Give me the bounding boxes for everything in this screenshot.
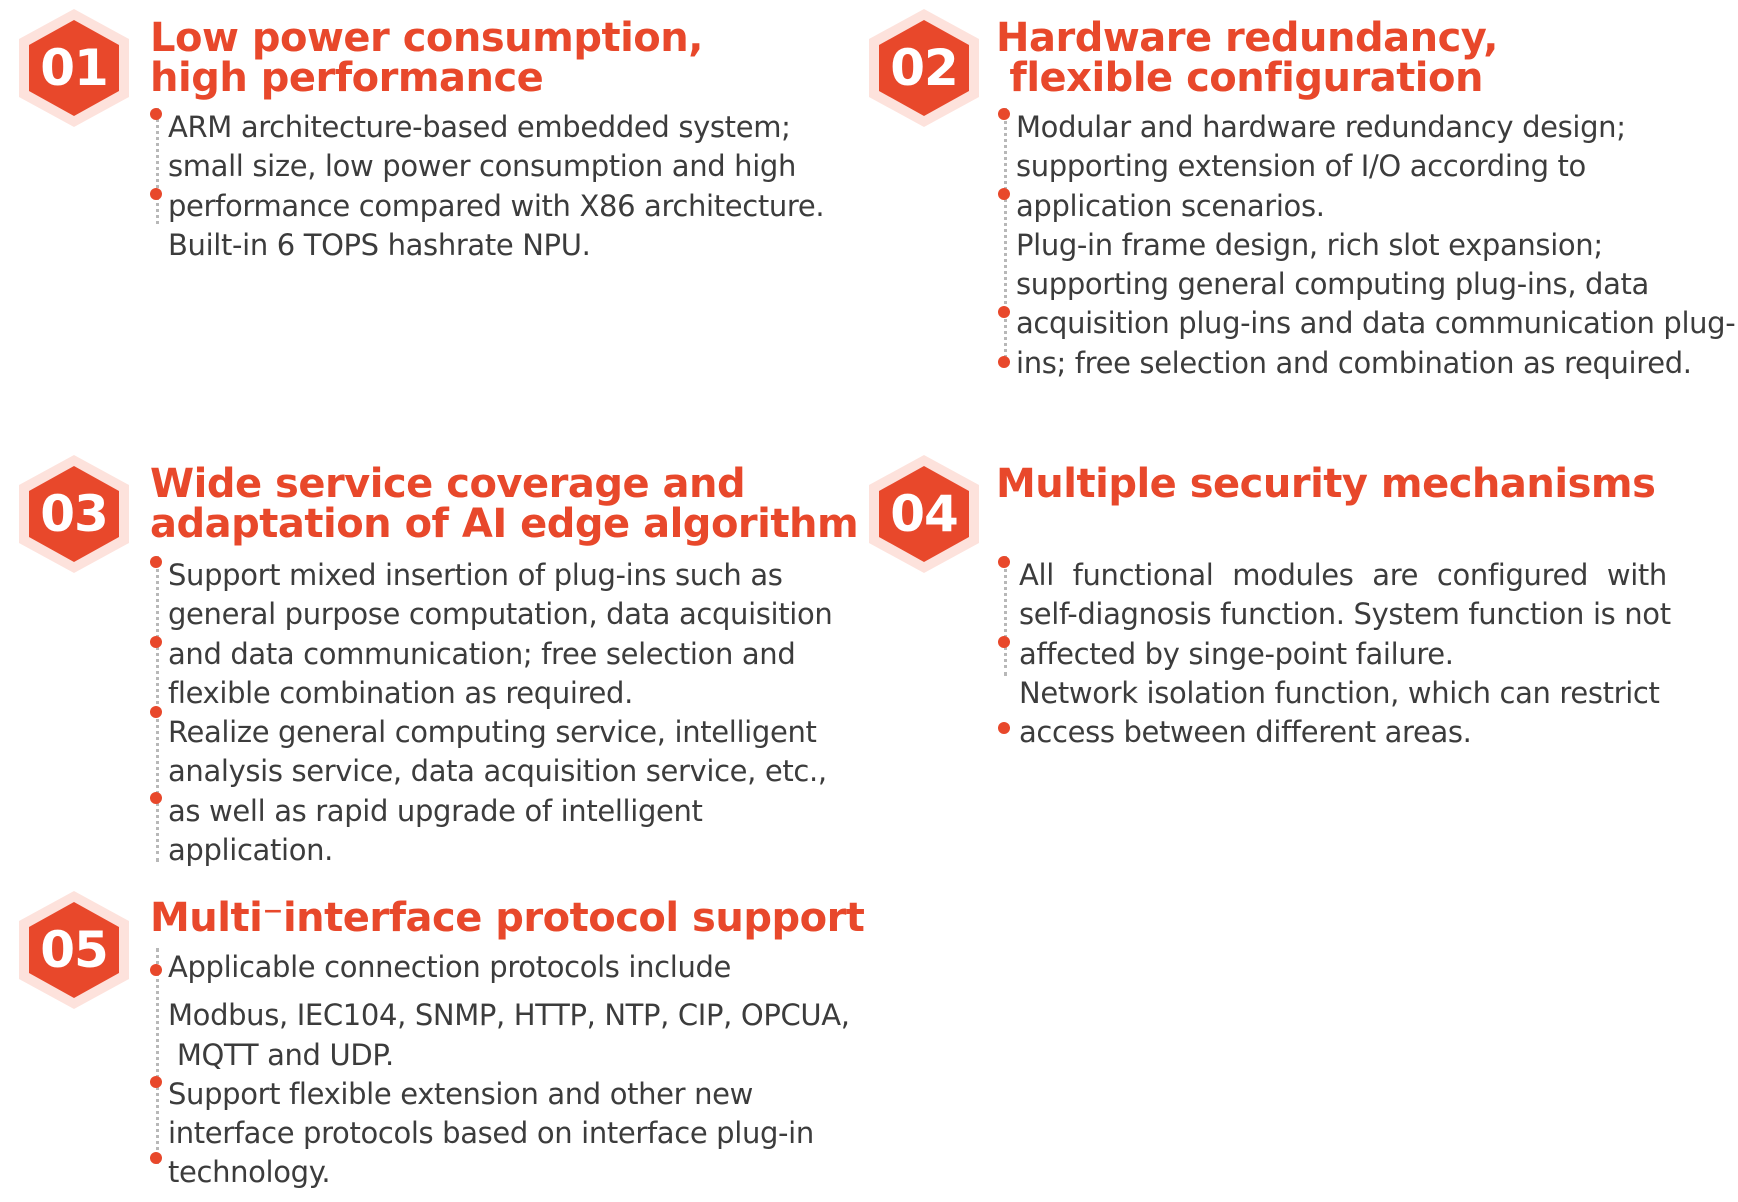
hexagon-badge-04 bbox=[864, 452, 984, 576]
description-line: Plug-in frame design, rich slot expansion; bbox=[1016, 227, 1603, 262]
description-line: access between different areas. bbox=[1019, 715, 1472, 750]
bullet-dot-icon bbox=[998, 636, 1010, 648]
description-line: Applicable connection protocols include bbox=[168, 950, 732, 984]
feature-number: 05 bbox=[40, 921, 108, 979]
feature-title-line: adaptation of AI edge algorithm bbox=[150, 501, 859, 547]
bullet-dot-icon bbox=[150, 706, 162, 718]
hexagon-badge-05 bbox=[14, 888, 134, 1012]
description-line: application scenarios. bbox=[1016, 188, 1325, 223]
bullet-dot-icon bbox=[998, 722, 1010, 734]
description-line: supporting general computing plug-ins, data bbox=[1016, 267, 1649, 302]
description-line: supporting extension of I/O according to bbox=[1016, 149, 1586, 184]
description-line: performance compared with X86 architecture. bbox=[168, 188, 825, 223]
hexagon-badge-02 bbox=[864, 6, 984, 130]
description-line: technology. bbox=[168, 1155, 331, 1190]
bullet-dot-icon bbox=[150, 188, 162, 200]
description-line: MQTT and UDP. bbox=[168, 1037, 394, 1072]
feature-title-line: Hardware redundancy, bbox=[996, 15, 1498, 61]
description-line: and data communication; free selection and bbox=[168, 636, 796, 671]
bullet-dot-icon bbox=[150, 556, 162, 568]
dotted-divider bbox=[156, 948, 159, 1164]
description-line: Modular and hardware redundancy design; bbox=[1016, 110, 1626, 144]
bullet-dot-icon bbox=[150, 792, 162, 804]
feature-title bbox=[150, 895, 865, 941]
description-word: are bbox=[1372, 558, 1419, 592]
feature-title-line: Multi⁻interface protocol support bbox=[150, 895, 865, 941]
description-line: affected by singe-point failure. bbox=[1019, 636, 1454, 671]
description-line: Support mixed insertion of plug-ins such as bbox=[168, 558, 783, 592]
bullet-dot-icon bbox=[150, 108, 162, 120]
bullet-dot-icon bbox=[998, 356, 1010, 368]
description-line: flexible combination as required. bbox=[168, 675, 633, 710]
bullet-dot-icon bbox=[150, 1152, 162, 1164]
bullet-dot-icon bbox=[150, 964, 162, 976]
description-word: configured bbox=[1436, 558, 1589, 592]
description-line: Support flexible extension and other new bbox=[168, 1076, 753, 1111]
feature-title bbox=[996, 461, 1656, 507]
hexagon-badge-01 bbox=[14, 6, 134, 130]
description-word: functional bbox=[1072, 558, 1214, 592]
bullet-dot-icon bbox=[150, 636, 162, 648]
description-line: Modbus, IEC104, SNMP, HTTP, NTP, CIP, OPCUA, bbox=[168, 998, 850, 1033]
description-line: ARM architecture-based embedded system; bbox=[168, 110, 791, 144]
description-line: acquisition plug-ins and data communication plug- bbox=[1016, 306, 1736, 341]
feature-title-line: flexible configuration bbox=[996, 55, 1483, 101]
bullet-dot-icon bbox=[998, 556, 1010, 568]
description-lines bbox=[168, 556, 832, 870]
description-lines bbox=[1019, 556, 1671, 752]
feature-number: 04 bbox=[890, 485, 958, 543]
description-word: with bbox=[1606, 558, 1667, 592]
description-line: Built-in 6 TOPS hashrate NPU. bbox=[168, 227, 591, 262]
feature-title-line: Multiple security mechanisms bbox=[996, 461, 1656, 507]
feature-number: 03 bbox=[40, 485, 108, 543]
description-line: as well as rapid upgrade of intelligent bbox=[168, 793, 703, 828]
description-word: All bbox=[1019, 558, 1054, 592]
description-lines bbox=[1016, 108, 1735, 383]
description-line-justified bbox=[1019, 556, 1667, 595]
feature-number: 02 bbox=[890, 39, 958, 97]
description-line: Network isolation function, which can restrict bbox=[1019, 675, 1660, 710]
feature-number: 01 bbox=[40, 39, 108, 97]
bullet-dot-icon bbox=[150, 1076, 162, 1088]
feature-title bbox=[150, 461, 859, 547]
dotted-divider bbox=[1004, 108, 1007, 366]
feature-title-line: Low power consumption, bbox=[150, 15, 703, 61]
description-lines bbox=[168, 948, 850, 1193]
bullet-dot-icon bbox=[998, 108, 1010, 120]
description-line: small size, low power consumption and high bbox=[168, 149, 797, 184]
description-lines bbox=[168, 108, 824, 265]
hexagon-badge-03 bbox=[14, 452, 134, 576]
dotted-divider bbox=[156, 108, 159, 224]
description-line: ins; free selection and combination as required. bbox=[1016, 345, 1692, 380]
description-line: Realize general computing service, intelligent bbox=[168, 715, 817, 750]
dotted-divider bbox=[1004, 556, 1007, 676]
bullet-dot-icon bbox=[998, 306, 1010, 318]
bullet-dot-icon bbox=[998, 188, 1010, 200]
feature-title-line: Wide service coverage and bbox=[150, 461, 746, 507]
feature-title bbox=[996, 15, 1498, 101]
feature-title bbox=[150, 15, 703, 101]
description-line: application. bbox=[168, 833, 333, 868]
description-line: analysis service, data acquisition service, etc., bbox=[168, 754, 827, 789]
feature-title-line: high performance bbox=[150, 55, 544, 101]
description-line: self-diagnosis function. System function is not bbox=[1019, 597, 1671, 632]
description-word: modules bbox=[1232, 558, 1354, 592]
description-line: general purpose computation, data acquisition bbox=[168, 597, 833, 632]
description-line: interface protocols based on interface plug-in bbox=[168, 1116, 814, 1151]
